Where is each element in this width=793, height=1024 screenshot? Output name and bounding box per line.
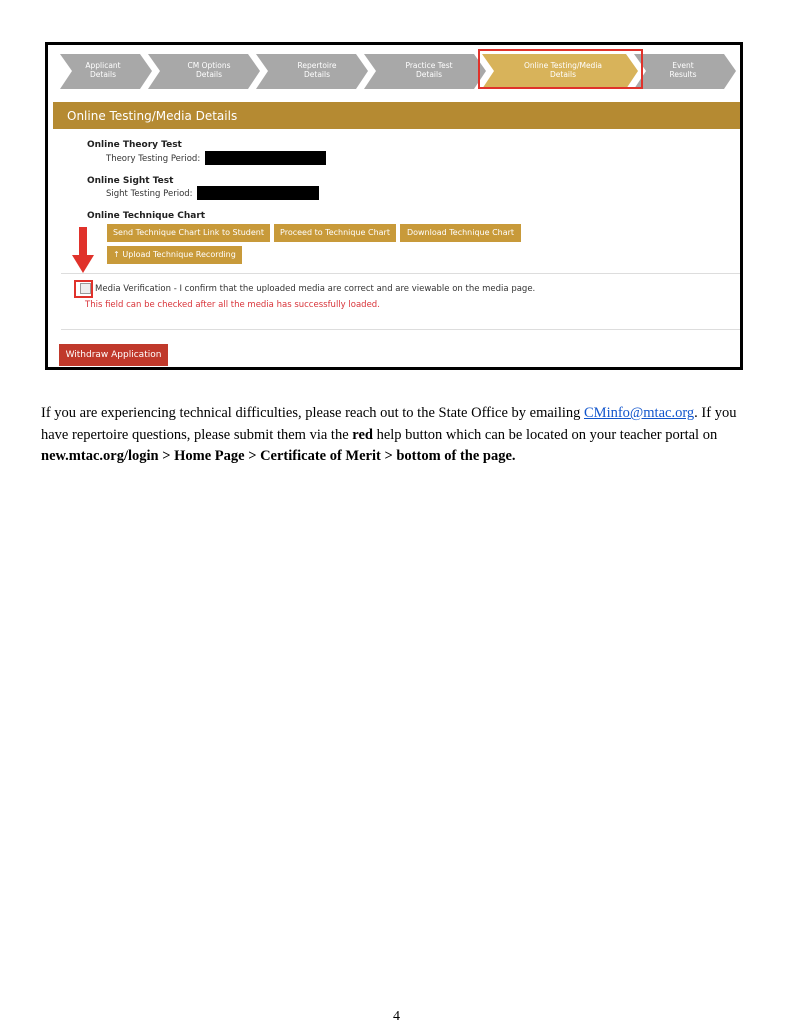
email-link[interactable]: CMinfo@mtac.org: [584, 405, 695, 421]
step-repertoire[interactable]: [272, 61, 362, 79]
download-technique-button[interactable]: Download Technique Chart: [400, 224, 521, 242]
sight-heading: Online Sight Test: [87, 176, 174, 186]
step-applicant[interactable]: [58, 61, 148, 79]
step-repertoire-line1: Repertoire: [297, 61, 337, 70]
step-applicant-line1: Applicant: [85, 61, 121, 70]
media-verification-text: Media Verification - I confirm that the uploaded media are correct and are viewable on the media page.: [95, 284, 536, 294]
withdraw-application-button[interactable]: Withdraw Application: [59, 344, 168, 366]
checkbox-highlight-box: [74, 280, 93, 298]
upload-icon: ↑: [113, 250, 120, 259]
step-repertoire-line2: Details: [303, 70, 330, 79]
step-applicant-line2: Details: [89, 70, 116, 79]
step-cm-options[interactable]: [164, 61, 254, 79]
para-part3: help button which can be located on your teacher portal on: [372, 426, 718, 443]
media-verification-error: This field can be checked after all the media has successfully loaded.: [85, 300, 380, 310]
para-part2: . If you have repertoire questions, please submit them via the: [41, 405, 737, 443]
step-online-testing-line1: Online Testing/Media: [524, 61, 602, 70]
sight-period-redacted: [197, 186, 319, 200]
step-practice-test-line1: Practice Test: [405, 61, 453, 70]
red-arrow-down-icon: [72, 227, 94, 273]
step-cm-options-line1: CM Options: [187, 61, 231, 70]
send-technique-link-button[interactable]: Send Technique Chart Link to Student: [107, 224, 270, 242]
screenshot-frame: [45, 42, 743, 370]
active-step-highlight: [478, 49, 643, 89]
upload-technique-label: Upload Technique Recording: [122, 250, 236, 259]
step-practice-test-line2: Details: [415, 70, 442, 79]
step-event-results[interactable]: [638, 61, 728, 79]
section-header: [53, 102, 743, 129]
theory-heading: Online Theory Test: [87, 140, 182, 150]
proceed-technique-button[interactable]: Proceed to Technique Chart: [274, 224, 396, 242]
red-word: red: [352, 426, 373, 443]
step-event-results-line2: Results: [669, 70, 697, 79]
progress-steps: [48, 45, 740, 101]
theory-period-label: Theory Testing Period:: [106, 154, 201, 164]
para-part1: If you are experiencing technical difficulties, please reach out to the State Office by emailing: [41, 405, 584, 421]
step-event-results-line1: Event: [672, 61, 694, 70]
theory-period-redacted: [205, 151, 326, 165]
upload-technique-button[interactable]: [107, 246, 242, 264]
step-practice-test[interactable]: [384, 61, 474, 79]
section-title: Online Testing/Media Details: [67, 109, 238, 123]
technique-heading: Online Technique Chart: [87, 211, 206, 221]
page-number: 4: [393, 1009, 400, 1024]
step-online-testing-line2: Details: [549, 70, 576, 79]
help-paragraph: [41, 403, 751, 468]
media-verification-panel: [61, 273, 743, 330]
portal-path: new.mtac.org/login > Home Page > Certificate of Merit > bottom of the page.: [41, 448, 516, 464]
step-cm-options-line2: Details: [195, 70, 222, 79]
sight-period-label: Sight Testing Period:: [106, 189, 193, 199]
